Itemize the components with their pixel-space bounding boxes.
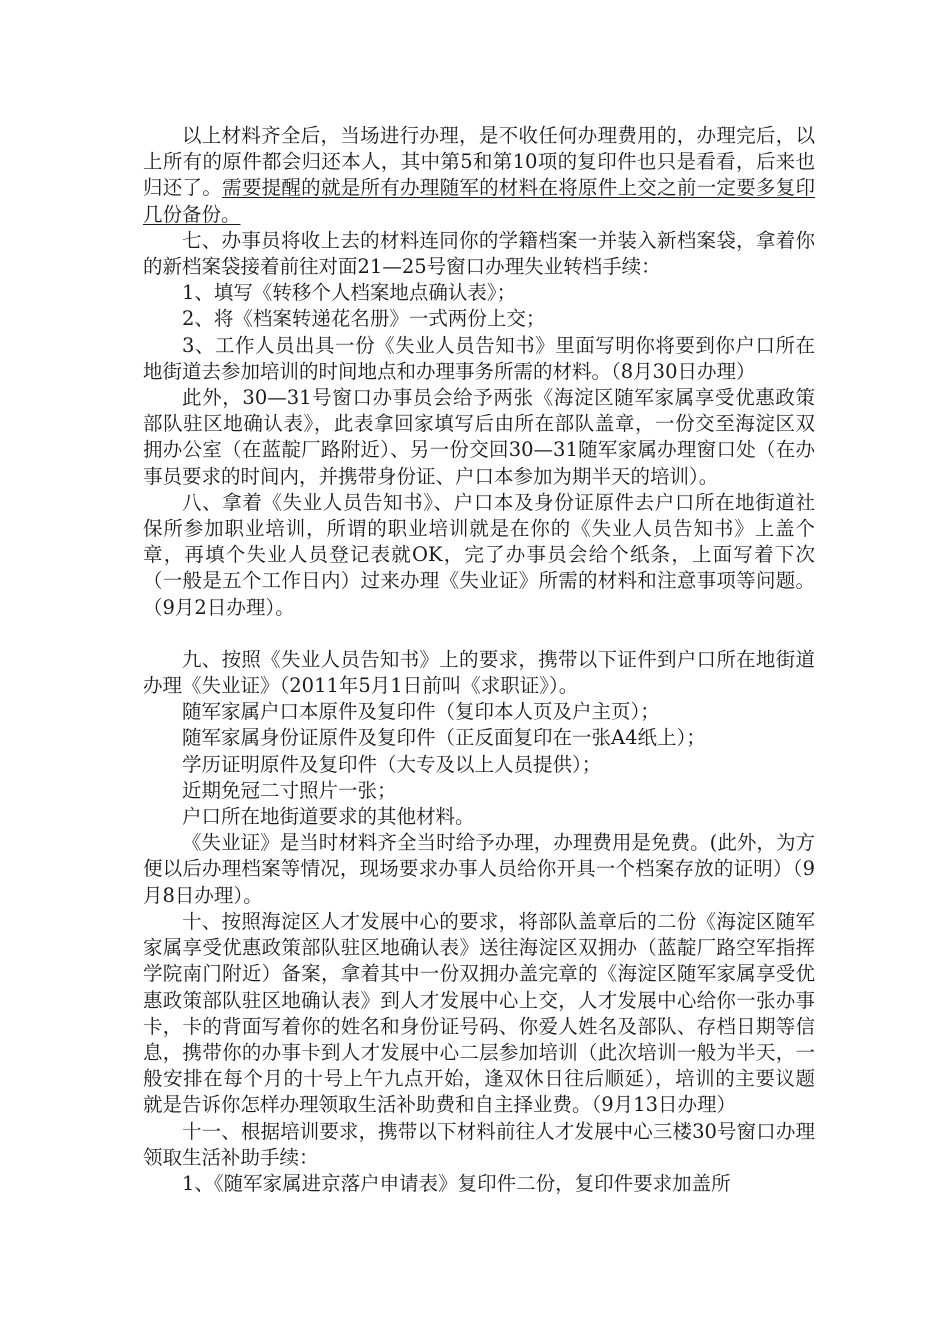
paragraph-step-nine: 九、按照《失业人员告知书》上的要求，携带以下证件到户口所在地街道办理《失业证》（2011年5月1日前叫《求职证》）。 — [143, 647, 815, 698]
paragraph-confirmation-forms: 此外，30—31号窗口办事员会给予两张《海淀区随军家属享受优惠政策部队驻区地确认表》，此表拿回家填写后由所在部队盖章，一份交至海淀区双拥办公室（在蓝靛厂路附近）、另一份交回30—31随军家属办理窗口处（在办事员要求的时间内，并携带身份证、户口本参加为期半天的培训）。 — [143, 386, 815, 488]
list-item-application-form: 1、《随军家属进京落户申请表》复印件二份，复印件要求加盖所 — [182, 1171, 731, 1195]
list-item-roster: 2、将《档案转递花名册》一式两份上交； — [182, 307, 546, 331]
paragraph-step-eight: 八、拿着《失业人员告知书》、户口本及身份证原件去户口所在地街道社保所参加职业培训，所谓的职业培训就是在你的《失业人员告知书》上盖个章，再填个失业人员登记表就OK，完了办事员会给个纸条，上面写着下次（一般是五个工作日内）过来办理《失业证》所需的材料和注意事项等问题。（9月2日办理）。 — [143, 490, 815, 619]
list-item-other-materials: 户口所在地街道要求的其他材料。 — [182, 805, 475, 829]
list-item-photo: 近期免冠二寸照片一张； — [182, 778, 397, 802]
paragraph-gap — [143, 621, 815, 647]
list-item-id-card: 随军家属身份证原件及复印件（正反面复印在一张A4纸上）； — [182, 726, 706, 750]
list-item-education: 学历证明原件及复印件（大专及以上人员提供）； — [182, 752, 602, 776]
paragraph-unemployment-certificate: 《失业证》是当时材料齐全当时给予办理，办理费用是免费。(此外，为方便以后办理档案等情况，现场要求办事人员给你开具一个档案存放的证明）（9月8日办理）。 — [143, 831, 815, 907]
document-body — [143, 123, 815, 1197]
paragraph-materials-complete — [143, 123, 815, 228]
underlined-reminder: 需要提醒的就是所有办理随军的材料在将原件上交之前一定要多复印几份备份。 — [143, 176, 815, 226]
paragraph-step-ten: 十、按照海淀区人才发展中心的要求，将部队盖章后的二份《海淀区随军家属享受优惠政策部队驻区地确认表》送往海淀区双拥办（蓝靛厂路空军指挥学院南门附近）备案，拿着其中一份双拥办盖完章的《海淀区随军家属享受优惠政策部队驻区地确认表》到人才发展中心上交，人才发展中心给你一张办事卡，卡的背面写着你的姓名和身份证号码、你爱人姓名及部队、存档日期等信息，携带你的办事卡到人才发展中心二层参加培训（此次培训一般为半天，一般安排在每个月的十号上午九点开始，逢双休日往后顺延），培训的主要议题就是告诉你怎样办理领取生活补助费和自主择业费。（9月13日办理） — [143, 909, 815, 1117]
paragraph-step-seven: 七、办事员将收上去的材料连同你的学籍档案一并装入新档案袋，拿着你的新档案袋接着前往对面21—25号窗口办理失业转档手续： — [143, 228, 815, 279]
list-item-notice: 3、工作人员出具一份《失业人员告知书》里面写明你将要到你户口所在地街道去参加培训的时间地点和办理事务所需的材料。（8月30日办理） — [143, 333, 815, 383]
list-item-fill-form: 1、填写《转移个人档案地点确认表》； — [182, 281, 517, 305]
paragraph-text: 以上材料齐全后，当场进行办理，是不收任何办理费用的，办理完后，以上所有的原件都会归还本人，其中第5和第10项的复印件也只是看看，后来也归还了。 — [143, 124, 815, 200]
list-item-household-register: 随军家属户口本原件及复印件（复印本人页及户主页）； — [182, 700, 660, 724]
paragraph-step-eleven: 十一、根据培训要求，携带以下材料前往人才发展中心三楼30号窗口办理领取生活补助手续： — [143, 1119, 815, 1169]
